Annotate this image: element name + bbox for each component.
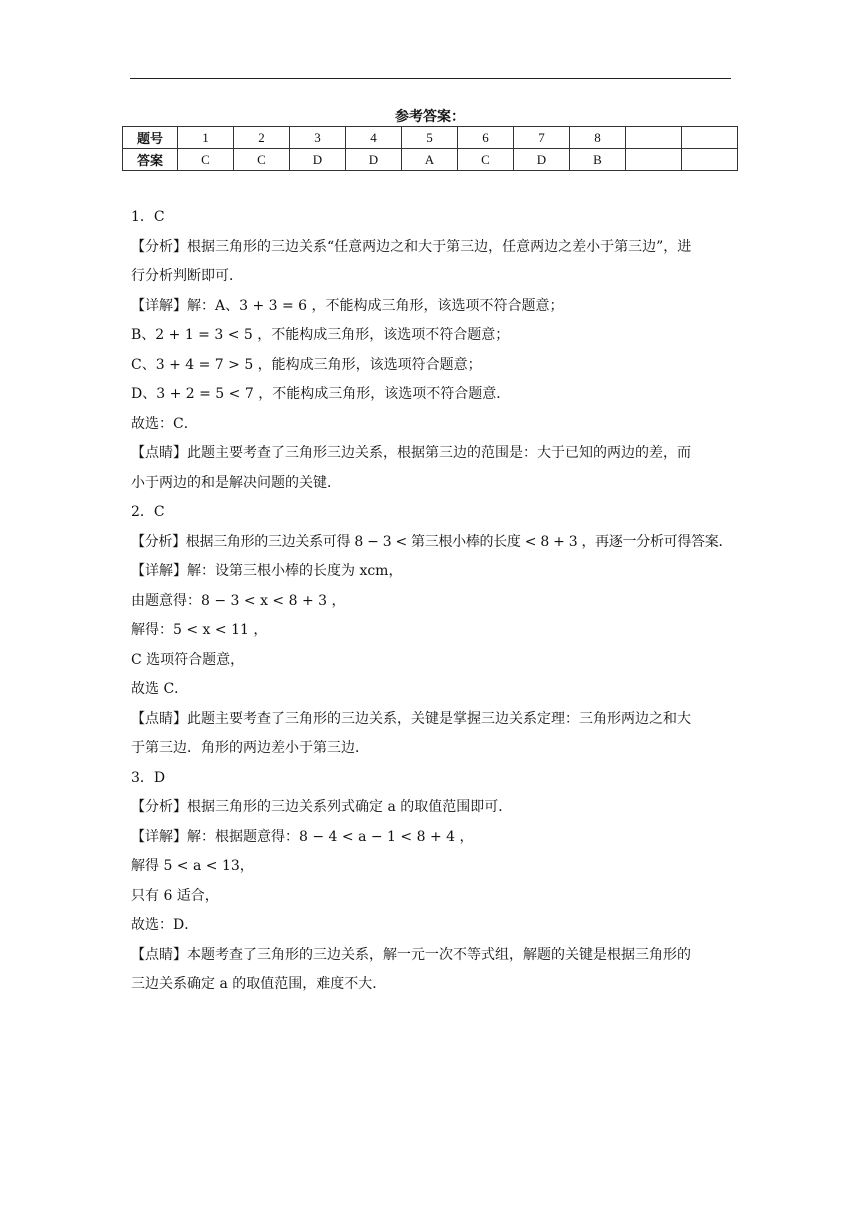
problem-1-detail-line: D、3 + 2 = 5 < 7 ，不能构成三角形，该选项不符合题意． (131, 386, 511, 402)
table-cell: 7 (514, 127, 570, 149)
problem-1-heading: 1．C (131, 209, 165, 225)
problem-2-comment-line: 于第三边．角形的两边差小于第三边． (131, 740, 369, 756)
problem-3-detail-line: 只有 6 适合， (131, 887, 219, 904)
table-cell: 3 (290, 127, 346, 149)
table-cell: D (514, 149, 570, 171)
table-cell: D (346, 149, 402, 171)
problem-2-detail-line: 由题意得：8 − 3 < x < 8 + 3 ， (131, 592, 346, 609)
table-cell: 1 (178, 127, 234, 149)
table-cell: 5 (402, 127, 458, 149)
problem-1-detail-line: 【详解】解：A、3 + 3 = 6 ，不能构成三角形，该选项不符合题意； (131, 297, 564, 314)
problem-1-comment-line: 小于两边的和是解决问题的关键． (131, 474, 341, 491)
problem-1-choice-line: 故选：C． (131, 415, 198, 432)
table-cell: B (570, 149, 626, 171)
table-cell: D (290, 149, 346, 171)
problem-3-heading: 3．D (131, 769, 166, 786)
solutions-body (131, 203, 736, 1000)
header-rule (130, 78, 731, 79)
table-cell (682, 149, 738, 171)
problem-1-detail-line: B、2 + 1 = 3 < 5 ，不能构成三角形，该选项不符合题意； (131, 327, 510, 343)
table-cell: 4 (346, 127, 402, 149)
problem-3-detail-line: 解得 5 < a < 13， (131, 858, 254, 874)
table-row-label: 答案 (123, 149, 178, 171)
table-row-numbers (123, 127, 738, 149)
table-cell (682, 127, 738, 149)
table-cell: A (402, 149, 458, 171)
problem-2-comment-line: 【点睛】此题主要考查了三角形的三边关系，关键是掌握三边关系定理：三角形两边之和大 (131, 710, 691, 727)
table-cell: 8 (570, 127, 626, 149)
problem-2-choice-line: 故选 C． (131, 681, 189, 697)
table-cell (626, 127, 682, 149)
table-cell: C (178, 149, 234, 171)
problem-3-analysis-line: 【分析】根据三角形的三边关系列式确定 a 的取值范围即可． (131, 799, 513, 815)
table-row-label: 题号 (123, 127, 178, 149)
problem-2-detail-line: 解得：5 < x < 11 ， (131, 622, 268, 638)
table-cell: C (234, 149, 290, 171)
problem-1-detail-line: C、3 + 4 = 7 > 5 ，能构成三角形，该选项符合题意； (131, 356, 482, 373)
problem-1-comment-line: 【点睛】此题主要考查了三角形三边关系，根据第三边的范围是：大于已知的两边的差，而 (131, 445, 691, 461)
table-cell: C (458, 149, 514, 171)
problem-2-analysis-line: 【分析】根据三角形的三边关系可得 8 − 3 < 第三根小棒的长度 < 8 + 3 ，再逐一分析可得答案． (131, 533, 733, 550)
problem-3-comment-line: 【点睛】本题考查了三角形的三边关系，解一元一次不等式组，解题的关键是根据三角形的 (131, 946, 691, 963)
table-cell: 6 (458, 127, 514, 149)
problem-2-heading: 2．C (131, 504, 165, 520)
problem-1-analysis-line: 行分析判断即可． (131, 268, 243, 284)
problem-3-detail-line: 【详解】解：根据题意得：8 − 4 < a − 1 < 8 + 4 ， (131, 828, 474, 845)
table-cell: 2 (234, 127, 290, 149)
problem-2-detail-line: C 选项符合题意， (131, 651, 245, 668)
problem-1-analysis-line: 【分析】根据三角形的三边关系“任意两边之和大于第三边，任意两边之差小于第三边”，进 (131, 238, 692, 255)
problem-2-detail-line: 【详解】解：设第三根小棒的长度为 xcm， (131, 563, 403, 579)
problem-3-comment-line: 三边关系确定 a 的取值范围，难度不大． (131, 976, 387, 992)
answer-table (122, 126, 738, 171)
table-cell (626, 149, 682, 171)
table-row-answers (123, 149, 738, 171)
answers-title: 参考答案： (395, 109, 465, 125)
problem-3-choice-line: 故选：D． (131, 917, 199, 933)
